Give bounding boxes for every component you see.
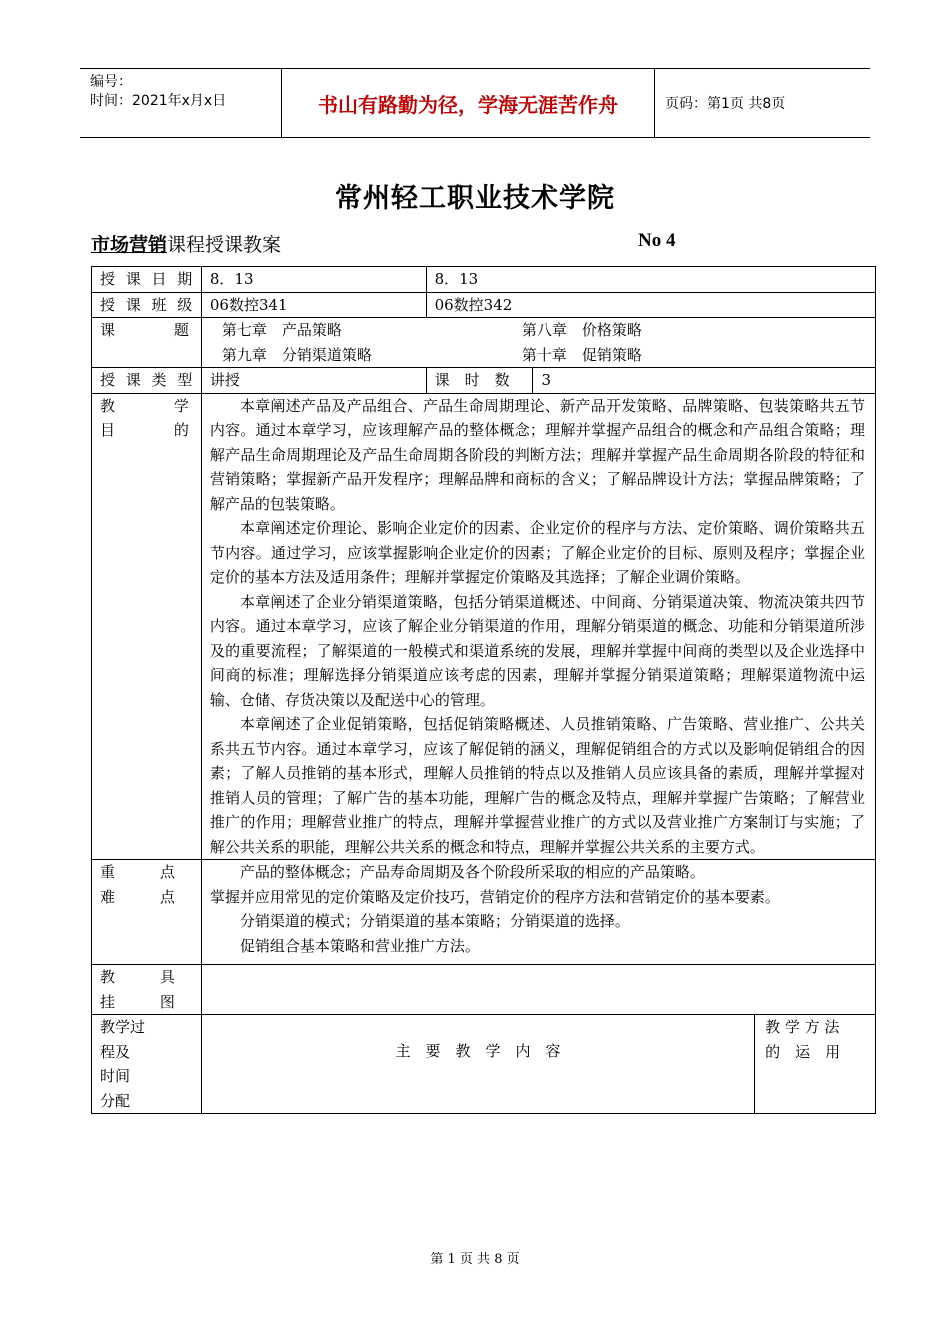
method-label-1: 教 学 方 法 <box>765 1018 840 1036</box>
key-label-1: 重 <box>100 863 116 881</box>
process-label-4: 分配 <box>100 1091 131 1110</box>
hours-value: 3 <box>533 368 876 394</box>
tools-label-1: 教 <box>100 968 116 986</box>
row-goals <box>92 393 876 860</box>
row-class <box>92 292 876 318</box>
code-label: 编号： <box>90 74 132 90</box>
header-page-info: 页码：第1页 共8页 <box>665 96 786 112</box>
topic-ch10: 第十章 促销策略 <box>521 345 642 364</box>
date-label: 授 课 日 期 <box>92 267 202 293</box>
goal-label-2: 学 <box>173 396 189 415</box>
row-key-points <box>92 860 876 965</box>
course-name: 市场营销 <box>91 234 168 256</box>
tools-label-3: 挂 <box>100 992 116 1011</box>
key-label-row-2 <box>100 885 175 910</box>
method-label-2: 的 运 用 <box>765 1042 841 1061</box>
row-date <box>92 267 876 293</box>
topic-ch7: 第七章 产品策略 <box>221 321 342 339</box>
goal-label-row-2 <box>100 418 189 443</box>
key-point-3: 分销渠道的模式；分销渠道的基本策略；分销渠道的选择。 <box>239 912 630 930</box>
goal-paragraph-3: 本章阐述了企业分销渠道策略，包括分销渠道概述、中间商、分销渠道决策、物流决策共四节内容。通过本章学习，应该了解企业分销渠道的作用，理解分销渠道的概念、功能和分销渠道所涉及的重要流程；了解渠道的一般模式和渠道系统的发展，理解并掌握中间商的类型以及企业选择中间商的标准；理解选择分销渠道应该考虑的因素，理解并掌握分销渠道策略；理解渠道物流中运输、仓储、存货决策以及配送中心的管理。 <box>209 592 865 709</box>
key-label-3: 难 <box>100 887 116 906</box>
row-topic <box>92 318 876 368</box>
page-footer: 第 1 页 共 8 页 <box>430 1252 520 1267</box>
goal-paragraph-4: 本章阐述了企业促销策略，包括促销策略概述、人员推销策略、广告策略、营业推广、公共关系共五节内容。通过本章学习，应该了解促销的涵义，理解促销组合的方式以及影响促销组合的因素；了解人员推销的基本形式，理解人员推销的特点以及推销人员应该具备的素质，理解并掌握对推销人员的管理；了解广告的基本功能，理解广告的概念及特点，理解并掌握广告策略；了解营业推广的作用；理解营业推广的特点，理解并掌握营业推广的方式以及营业推广方案制订与实施；了解公共关系的职能，理解公共关系的概念和特点，理解并掌握公共关系的主要方式。 <box>209 715 865 856</box>
tools-content <box>201 965 875 1015</box>
topic-label-1: 课 <box>100 321 116 339</box>
row-type <box>92 368 876 394</box>
process-label-2: 程及 <box>100 1042 131 1061</box>
key-label-2: 点 <box>159 863 175 881</box>
key-point-2: 掌握并应用常见的定价策略及定价技巧，营销定价的程序方法和营销定价的基本要素。 <box>209 887 780 906</box>
topic-label-2: 题 <box>173 321 189 339</box>
hours-label: 课 时 数 <box>426 368 533 394</box>
class-1: 06数控341 <box>201 292 426 318</box>
key-point-4: 促销组合基本策略和营业推广方法。 <box>239 936 480 955</box>
topic-ch8: 第八章 价格策略 <box>521 321 642 339</box>
class-2: 06数控342 <box>426 292 875 318</box>
header-motto: 书山有路勤为径，学海无涯苦作舟 <box>282 69 655 137</box>
goal-label-1: 教 <box>100 396 116 415</box>
main-content-header: 主 要 教 学 内 容 <box>201 1015 754 1114</box>
key-point-1: 产品的整体概念；产品寿命周期及各个阶段所采取的相应的产品策略。 <box>239 863 705 881</box>
class-label: 授 课 班 级 <box>92 292 202 318</box>
row-tools <box>92 965 876 1015</box>
date-1: 8．13 <box>201 267 426 293</box>
date-2: 8．13 <box>426 267 875 293</box>
tools-label-2: 具 <box>159 968 175 986</box>
process-label-1: 教学过 <box>100 1018 146 1036</box>
row-process <box>92 1015 876 1114</box>
topic-line-2 <box>222 343 875 368</box>
key-label-4: 点 <box>159 887 175 906</box>
tools-label-row-1 <box>100 965 175 990</box>
subtitle-rest: 课程授课教案 <box>167 234 282 256</box>
tools-label-row-2 <box>100 990 175 1015</box>
topic-label <box>100 318 189 343</box>
document-subtitle <box>91 230 281 257</box>
time-label: 时间：2021年x月x日 <box>90 93 227 109</box>
document-title: 常州轻工职业技术学院 <box>335 183 615 214</box>
goal-paragraph-1: 本章阐述产品及产品组合、产品生命周期理论、新产品开发策略、品牌策略、包装策略共五节内容。通过本章学习，应该理解产品的整体概念；理解并掌握产品组合的概念和产品组合策略；理解产品生命周期理论及产品生命周期各阶段的判断方法；理解并掌握产品生命周期各阶段的特征和营销策略；掌握新产品开发程序；理解品牌和商标的含义；了解品牌设计方法；掌握品牌策略；了解产品的包装策略。 <box>209 396 865 513</box>
goal-label-3: 目 <box>100 421 116 439</box>
type-value: 讲授 <box>201 368 426 394</box>
goal-paragraph-2: 本章阐述定价理论、影响企业定价的因素、企业定价的程序与方法、定价策略、调价策略共五节内容。通过学习，应该掌握影响企业定价的因素；了解企业定价的目标、原则及程序；掌握企业定价的基本方法及适用条件；理解并掌握定价策略及其选择；了解企业调价策略。 <box>209 519 865 586</box>
topic-ch9: 第九章 分销渠道策略 <box>221 345 372 364</box>
topic-line-1 <box>222 318 875 343</box>
lesson-number: No 4 <box>638 230 676 251</box>
header-meta <box>80 69 282 137</box>
type-label: 授 课 类 型 <box>92 368 202 394</box>
key-label-row-1 <box>100 860 175 885</box>
goal-label-4: 的 <box>173 421 189 439</box>
lesson-plan-table <box>91 266 876 1114</box>
page-header <box>80 68 870 138</box>
goal-label-row-1 <box>100 394 189 419</box>
tools-label-4: 图 <box>159 992 175 1011</box>
process-label-3: 时间 <box>100 1067 131 1085</box>
